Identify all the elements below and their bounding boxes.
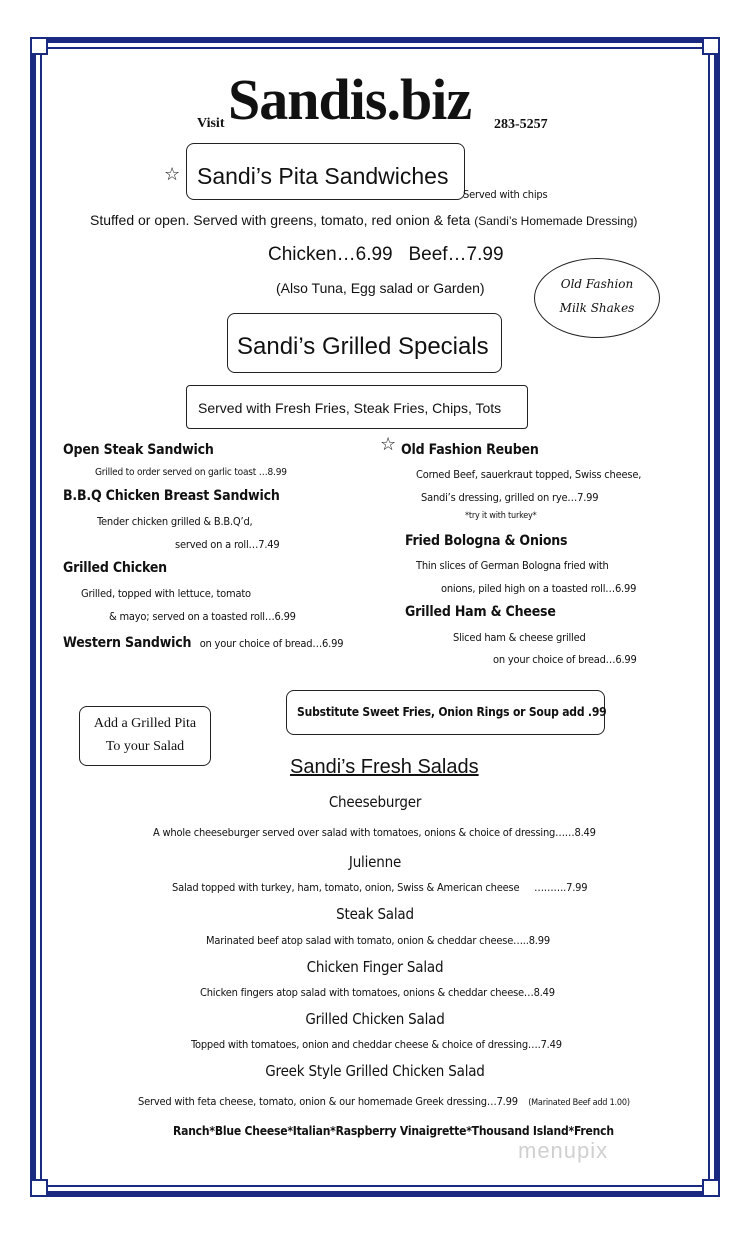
pita-title: Sandi’s Pita Sandwiches (197, 163, 449, 189)
salad-name: Steak Salad (336, 905, 414, 923)
bologna-title: Fried Bologna & Onions (405, 533, 568, 549)
star-icon: ☆ (380, 434, 397, 454)
add-pita-line1: Add a Grilled Pita (93, 716, 197, 731)
corner-ornament (30, 1179, 48, 1197)
pita-prices: Chicken…6.99 Beef…7.99 (268, 244, 504, 265)
greek-salad-desc-line (138, 1090, 630, 1109)
salad-name: Chicken Finger Salad (306, 958, 444, 976)
open-steak-desc: Grilled to order served on garlic toast …8.99 (95, 467, 287, 478)
add-pita-line2: To your Salad (105, 739, 185, 754)
pita-desc-note: (Sandi’s Homemade Dressing) (474, 214, 638, 228)
add-pita-box (79, 706, 211, 766)
salads-title: Sandi’s Fresh Salads (290, 756, 479, 778)
grilled-chicken-desc-1: Grilled, topped with lettuce, tomato (81, 587, 251, 600)
grilled-served-with: Served with Fresh Fries, Steak Fries, Chips, Tots (198, 400, 502, 416)
corner-ornament (702, 1179, 720, 1197)
substitute-text: Substitute Sweet Fries, Onion Rings or Soup add .99 (297, 705, 607, 719)
salad-desc: A whole cheeseburger served over salad with tomatoes, onions & choice of dressing……8.49 (153, 826, 596, 839)
milk-shakes-badge (534, 258, 660, 338)
milk-shakes-line2: Milk Shakes (559, 301, 635, 315)
bologna-desc-2: onions, piled high on a toasted roll…6.99 (441, 582, 637, 595)
visit-label: Visit (197, 116, 225, 131)
salad-desc: Salad topped with turkey, ham, tomato, onion, Swiss & American cheese ……….7.99 (172, 881, 588, 894)
site-title: Sandis.biz (228, 67, 472, 132)
bbq-title: B.B.Q Chicken Breast Sandwich (63, 488, 280, 504)
salad-desc: Chicken fingers atop salad with tomatoes, onions & cheddar cheese…8.49 (200, 986, 555, 999)
salad-desc: Marinated beef atop salad with tomato, onion & cheddar cheese…..8.99 (206, 934, 550, 947)
pita-also: (Also Tuna, Egg salad or Garden) (276, 280, 485, 296)
phone-number: 283-5257 (494, 117, 548, 132)
reuben-title: Old Fashion Reuben (401, 442, 539, 458)
salad-desc: Served with feta cheese, tomato, onion & our homemade Greek dressing…7.99 (138, 1095, 518, 1108)
bbq-desc-1: Tender chicken grilled & B.B.Q’d, (97, 515, 253, 528)
grilled-chicken-desc-2: & mayo; served on a toasted roll…6.99 (109, 610, 296, 623)
pita-description (90, 212, 637, 228)
corner-ornament (30, 37, 48, 55)
salad-name: Cheeseburger (328, 793, 422, 811)
milk-shakes-line1: Old Fashion (560, 277, 634, 291)
corner-ornament (702, 37, 720, 55)
ham-cheese-desc-2: on your choice of bread…6.99 (493, 653, 637, 666)
pita-desc-text: Stuffed or open. Served with greens, tomato, red onion & feta (90, 212, 471, 228)
pita-chips-note: Served with chips (463, 188, 548, 201)
grilled-title: Sandi’s Grilled Specials (237, 333, 489, 360)
dressings-list: Ranch*Blue Cheese*Italian*Raspberry Vinaigrette*Thousand Island*French (173, 1124, 614, 1138)
ham-cheese-title: Grilled Ham & Cheese (405, 604, 556, 620)
reuben-note: *try it with turkey* (465, 511, 537, 521)
western-line (63, 632, 343, 651)
bbq-desc-2: served on a roll…7.49 (175, 538, 280, 551)
reuben-desc-1: Corned Beef, sauerkraut topped, Swiss cheese, (416, 468, 642, 481)
salad-name: Julienne (348, 853, 402, 871)
grilled-chicken-title: Grilled Chicken (63, 560, 167, 576)
salad-note: (Marinated Beef add 1.00) (528, 1098, 630, 1108)
salad-desc: Topped with tomatoes, onion and cheddar cheese & choice of dressing….7.49 (191, 1038, 562, 1051)
salad-name: Grilled Chicken Salad (305, 1010, 445, 1028)
bologna-desc-1: Thin slices of German Bologna fried with (416, 559, 609, 572)
western-title: Western Sandwich (63, 635, 192, 651)
star-icon: ☆ (164, 164, 181, 184)
reuben-desc-2: Sandi’s dressing, grilled on rye…7.99 (421, 491, 599, 504)
watermark: menupix (518, 1138, 609, 1163)
salad-name: Greek Style Grilled Chicken Salad (265, 1062, 485, 1080)
western-desc: on your choice of bread…6.99 (199, 637, 344, 650)
ham-cheese-desc-1: Sliced ham & cheese grilled (453, 631, 586, 644)
open-steak-title: Open Steak Sandwich (63, 442, 214, 458)
